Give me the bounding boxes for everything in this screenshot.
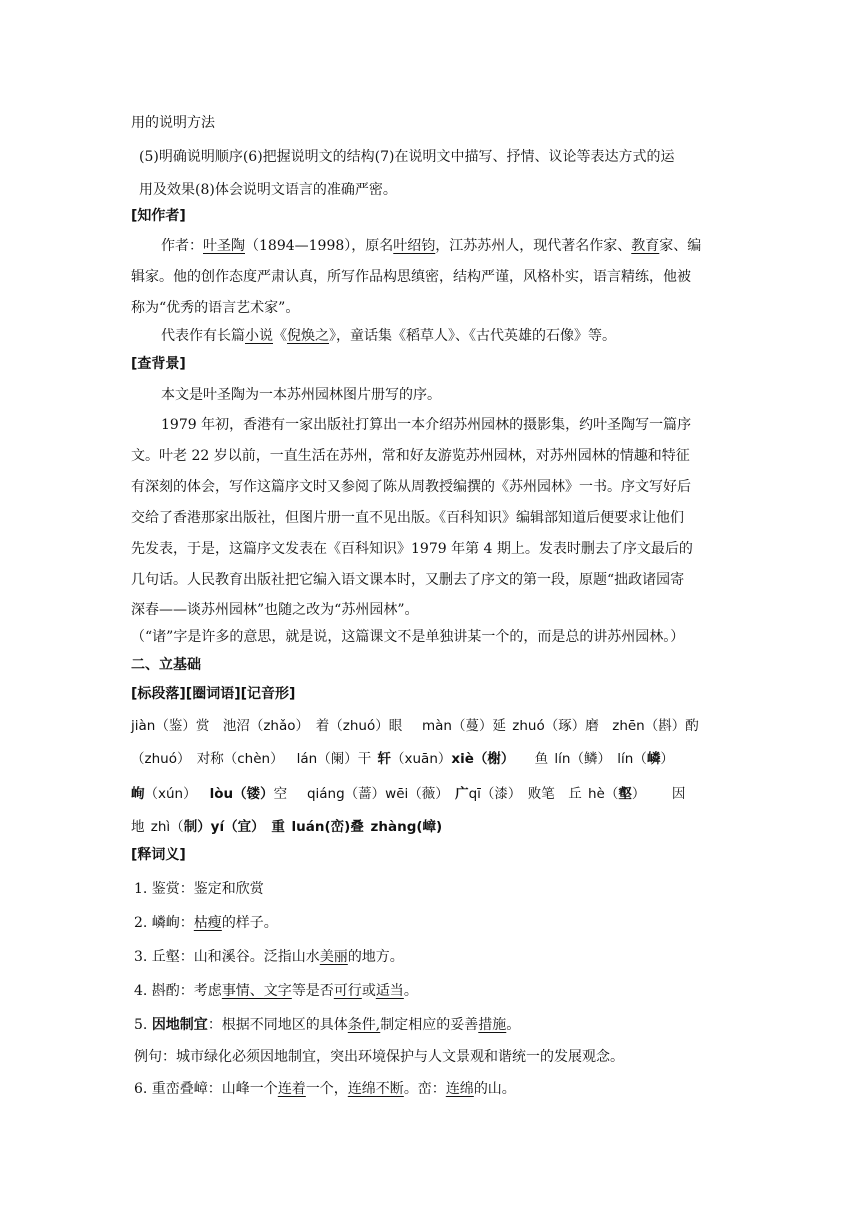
- text: 5.: [134, 1017, 152, 1033]
- text: （1894—1998），原名: [245, 238, 394, 254]
- pinyin-line-1: jiàn（鉴）赏 池沼（zhǎo） 着（zhuó）眼 màn（蔓）延 zhuó（琢）磨 zhēn（斟）酌: [131, 718, 699, 734]
- author-para-line-2: 辑家。他的创作态度严肃认真，所写作品构思缜密，结构严谨，风格朴实，语言精练，他被: [131, 269, 691, 285]
- text: （xuān）: [391, 751, 452, 767]
- meanings-heading: [释词义]: [131, 847, 186, 863]
- text: 措施: [478, 1017, 507, 1033]
- section2-heading: 二、立基础: [131, 657, 201, 673]
- text: 6. 重峦叠嶂：山峰一个: [134, 1081, 278, 1097]
- text: 的地方。: [347, 949, 404, 965]
- text: 的山。: [473, 1081, 516, 1097]
- section2-subheading: [标段落][圈词语][记音形]: [131, 686, 296, 702]
- text: 2. 嶙峋：: [134, 915, 194, 931]
- text: 。: [403, 983, 418, 999]
- background-line-5: 先发表，于是，这篇序文发表在《百科知识》1979 年第 4 期上。发表时删去了序文最后的: [131, 541, 693, 557]
- author-name: 叶圣陶: [203, 238, 245, 254]
- text: 3. 丘壑：山和溪谷。泛指山水: [134, 949, 320, 965]
- text: 广: [455, 786, 469, 802]
- background-para-1: 本文是叶圣陶为一本苏州园林图片册写的序。: [161, 387, 441, 403]
- intro-line-3: 用及效果(8)体会说明文语言的准确严密。: [139, 182, 397, 198]
- education-term: 教育: [631, 238, 660, 254]
- text: 。: [506, 1017, 521, 1033]
- text: 嶙: [646, 751, 661, 767]
- text: 连着: [277, 1081, 306, 1097]
- text: 峋: [131, 786, 145, 802]
- text: 连绵: [445, 1081, 474, 1097]
- background-heading: [查背景]: [131, 356, 186, 372]
- text: 》，童话集《稻草人》、《古代英雄的石像》等。: [329, 328, 616, 344]
- text: 的样子。: [221, 915, 278, 931]
- text: 家、编: [659, 238, 702, 254]
- author-para-line-3: 称为“优秀的语言艺术家”。: [131, 300, 300, 316]
- background-note: （“诸”字是许多的意思，就是说，这篇课文不是单独讲某一个的，而是总的讲苏州园林。）: [131, 629, 685, 645]
- intro-line-1: 用的说明方法: [131, 115, 215, 131]
- author-heading: [知作者]: [131, 208, 186, 224]
- meaning-item-5: [134, 1015, 520, 1035]
- background-line-7: 深春——谈苏州园林”也随之改为“苏州园林”。: [131, 602, 419, 618]
- text: 《: [273, 328, 287, 344]
- text: xiè（榭）: [451, 751, 508, 767]
- text: 美丽: [319, 949, 348, 965]
- text: 地 zhì（: [131, 819, 184, 835]
- text: 等是否: [291, 983, 334, 999]
- example-sentence: 例句：城市绿化必须因地制宜，突出环境保护与人文景观和谐统一的发展观念。: [134, 1049, 624, 1065]
- text: 。峦：: [403, 1081, 446, 1097]
- text: （xún）: [144, 786, 210, 802]
- background-line-4: 交给了香港那家出版社，但图片册一直不见出版。《百科知识》编辑部知道后便要求让他们: [131, 510, 684, 526]
- text: 制: [183, 819, 198, 835]
- text: 事情、文字: [221, 983, 292, 999]
- novel-title: 倪焕之: [287, 328, 329, 344]
- text: 因地制宜: [151, 1017, 208, 1033]
- text: 或: [361, 983, 376, 999]
- text: ，江苏苏州人，现代著名作家、: [435, 238, 632, 254]
- text: ：根据不同地区的具体: [207, 1017, 348, 1033]
- text: （zhuó） 对称（chèn） lán（阑）干: [131, 751, 378, 767]
- text: 枯瘦: [193, 915, 222, 931]
- original-name: 叶绍钧: [393, 238, 436, 254]
- background-line-6: 几句话。人民教育出版社把它编入语文课本时，又删去了序文的第一段，原题“拙政诸园寄: [131, 572, 685, 588]
- text: ）yí（宜） 重 luán(峦)叠 zhàng(嶂): [197, 819, 443, 835]
- background-line-1: 1979 年初，香港有一家出版社打算出一本介绍苏州园林的摄影集，约叶圣陶写一篇序: [161, 417, 692, 433]
- text: 条件,: [347, 1017, 381, 1033]
- text: 一个，: [305, 1081, 348, 1097]
- text: 空 qiáng（蔷）wēi（薇）: [273, 786, 456, 802]
- meaning-item-4: [134, 981, 418, 1001]
- text: 制定相应的妥善: [380, 1017, 479, 1033]
- meaning-item-1: 1. 鉴赏：鉴定和欣赏: [134, 881, 264, 897]
- background-line-2: 文。叶老 22 岁以前，一直生活在苏州，常和好友游览苏州园林，对苏州园林的情趣和特征: [131, 448, 690, 464]
- author-works-line: [161, 326, 616, 346]
- background-line-3: 有深刻的体会，写作这篇序文时又参阅了陈从周教授编撰的《苏州园林》一书。序文写好后: [131, 479, 691, 495]
- text: 适当: [375, 983, 404, 999]
- pinyin-line-4: [131, 817, 442, 837]
- text: 作者：: [161, 238, 203, 254]
- meaning-item-6: [134, 1079, 516, 1099]
- text: qī（漆） 败笔 丘 hè（: [468, 786, 619, 802]
- text: 鱼 lín（鳞） lín（: [507, 751, 647, 767]
- text: 连绵不断: [347, 1081, 404, 1097]
- text: 代表作有长篇: [161, 328, 245, 344]
- pinyin-line-3: [131, 784, 685, 804]
- intro-line-2: (5)明确说明顺序(6)把握说明文的结构(7)在说明文中描写、抒情、议论等表达方式的运: [139, 149, 675, 165]
- novel-term: 小说: [245, 328, 273, 344]
- text: ）: [660, 751, 674, 767]
- text: 可行: [333, 983, 362, 999]
- text: 壑: [618, 786, 632, 802]
- meaning-item-2: [134, 913, 278, 933]
- text: 4. 斟酌：考虑: [134, 983, 222, 999]
- text: 轩: [377, 751, 392, 767]
- author-para-line-1: [161, 236, 701, 256]
- pinyin-line-2: [131, 749, 674, 769]
- meaning-item-3: [134, 947, 404, 967]
- text: ） 因: [631, 786, 686, 802]
- text: lòu（镂）: [209, 786, 274, 802]
